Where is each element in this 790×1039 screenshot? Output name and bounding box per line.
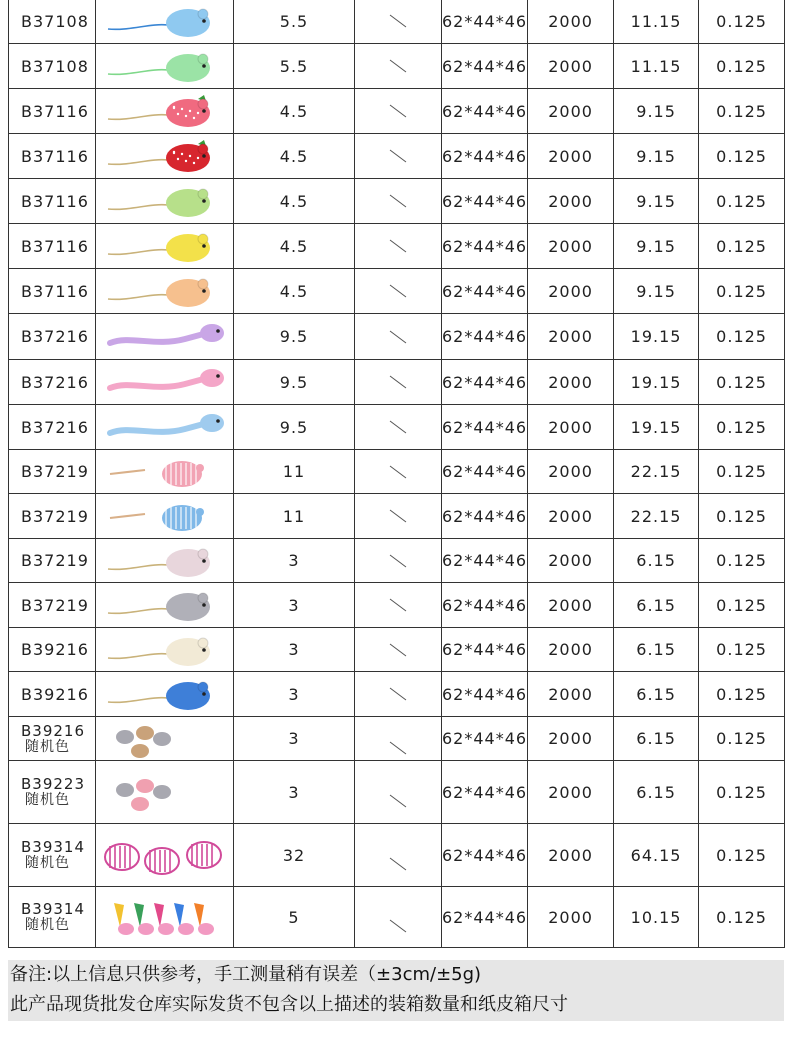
item-code: B37108 — [21, 56, 89, 76]
product-photo-cell — [96, 717, 234, 761]
diagonal-slash-icon — [386, 789, 410, 813]
item-code-cell — [9, 494, 96, 539]
volume-cell: 0.125 — [699, 761, 785, 824]
weight-cell: 9.15 — [614, 179, 699, 224]
quantity-cell: 2000 — [528, 583, 614, 628]
item-code-cell — [9, 224, 96, 269]
product-photo-cell — [96, 405, 234, 450]
table-row — [9, 628, 785, 672]
item-code: B37116 — [21, 236, 89, 256]
item-code: B37219 — [21, 462, 89, 481]
size-cell: 11 — [234, 494, 355, 539]
item-code-cell — [9, 405, 96, 450]
item-code-cell — [9, 450, 96, 494]
quantity-cell: 2000 — [528, 269, 614, 314]
size-cell: 4.5 — [234, 269, 355, 314]
carton-size-cell: 62*44*46 — [442, 628, 528, 672]
product-photo-cell — [96, 494, 234, 539]
volume-cell: 0.125 — [699, 405, 785, 450]
size-cell: 5.5 — [234, 0, 355, 44]
diagonal-slash-icon — [386, 9, 410, 33]
volume-cell: 0.125 — [699, 44, 785, 89]
carton-size-cell: 62*44*46 — [442, 134, 528, 179]
size-cell: 9.5 — [234, 405, 355, 450]
size-cell: 4.5 — [234, 179, 355, 224]
product-photo-cell — [96, 0, 234, 44]
carton-size-cell: 62*44*46 — [442, 44, 528, 89]
carton-size-cell: 62*44*46 — [442, 450, 528, 494]
volume-cell: 0.125 — [699, 824, 785, 887]
product-photo-cell — [96, 628, 234, 672]
quantity-cell: 2000 — [528, 887, 614, 948]
volume-cell: 0.125 — [699, 494, 785, 539]
diagonal-slash-icon — [386, 914, 410, 938]
item-code: B37219 — [21, 506, 89, 526]
product-photo-cell — [96, 450, 234, 494]
product-photo-cell — [96, 761, 234, 824]
strawberry-mouse-icon — [100, 136, 230, 176]
product-photo-cell — [96, 824, 234, 887]
plush-mouse-icon — [100, 271, 230, 311]
plush-mouse-icon — [100, 226, 230, 266]
quantity-cell: 2000 — [528, 179, 614, 224]
weight-cell: 22.15 — [614, 450, 699, 494]
item-code-cell — [9, 314, 96, 360]
table-row — [9, 0, 785, 44]
carton-size-cell: 62*44*46 — [442, 761, 528, 824]
item-code: B39216 — [21, 640, 89, 659]
table-row — [9, 887, 785, 948]
weight-cell: 9.15 — [614, 224, 699, 269]
weight-cell: 6.15 — [614, 539, 699, 583]
quantity-cell: 2000 — [528, 450, 614, 494]
table-row — [9, 134, 785, 179]
volume-cell: 0.125 — [699, 887, 785, 948]
volume-cell: 0.125 — [699, 717, 785, 761]
volume-cell: 0.125 — [699, 450, 785, 494]
diagonal-slash-icon — [386, 99, 410, 123]
item-code: B37116 — [21, 146, 89, 166]
weight-cell: 6.15 — [614, 672, 699, 717]
item-code-cell — [9, 583, 96, 628]
table-row — [9, 224, 785, 269]
item-code-cell — [9, 539, 96, 583]
weight-cell: 6.15 — [614, 583, 699, 628]
carton-size-cell: 62*44*46 — [442, 539, 528, 583]
size-cell: 3 — [234, 672, 355, 717]
item-code: B39223 — [21, 775, 86, 793]
diagonal-slash-icon — [386, 852, 410, 876]
striped-ball-icon — [100, 835, 230, 875]
table-row — [9, 450, 785, 494]
plush-mouse-icon — [100, 630, 230, 670]
table-row — [9, 717, 785, 761]
mouse-group-icon — [100, 772, 230, 812]
empty-cell — [355, 0, 442, 44]
volume-cell: 0.125 — [699, 672, 785, 717]
strawberry-mouse-icon — [100, 91, 230, 131]
product-photo-cell — [96, 672, 234, 717]
carton-size-cell: 62*44*46 — [442, 269, 528, 314]
long-tail-mouse-icon — [100, 362, 230, 402]
empty-cell — [355, 628, 442, 672]
size-cell: 5.5 — [234, 44, 355, 89]
empty-cell — [355, 824, 442, 887]
weight-cell: 19.15 — [614, 360, 699, 405]
item-code-cell — [9, 672, 96, 717]
table-row — [9, 539, 785, 583]
diagonal-slash-icon — [386, 549, 410, 573]
volume-cell: 0.125 — [699, 89, 785, 134]
item-code: B37216 — [21, 372, 89, 392]
empty-cell — [355, 360, 442, 405]
item-code-cell — [9, 179, 96, 224]
carton-size-cell: 62*44*46 — [442, 360, 528, 405]
carton-size-cell: 62*44*46 — [442, 314, 528, 360]
quantity-cell: 2000 — [528, 44, 614, 89]
weight-cell: 19.15 — [614, 314, 699, 360]
product-photo-cell — [96, 887, 234, 948]
empty-cell — [355, 583, 442, 628]
quantity-cell: 2000 — [528, 761, 614, 824]
size-cell: 3 — [234, 628, 355, 672]
empty-cell — [355, 179, 442, 224]
empty-cell — [355, 89, 442, 134]
plush-mouse-icon — [100, 674, 230, 714]
weight-cell: 9.15 — [614, 134, 699, 179]
table-row — [9, 314, 785, 360]
volume-cell: 0.125 — [699, 360, 785, 405]
item-code: B39216 — [21, 721, 86, 740]
quantity-cell: 2000 — [528, 314, 614, 360]
item-code: B37116 — [21, 101, 89, 121]
empty-cell — [355, 717, 442, 761]
random-color-note: 随机色 — [25, 738, 70, 755]
item-code: B37116 — [21, 281, 89, 301]
volume-cell: 0.125 — [699, 0, 785, 44]
product-photo-cell — [96, 134, 234, 179]
product-photo-cell — [96, 89, 234, 134]
long-tail-mouse-icon — [100, 407, 230, 447]
weight-cell: 11.15 — [614, 44, 699, 89]
diagonal-slash-icon — [386, 415, 410, 439]
random-color-note: 随机色 — [25, 917, 70, 933]
quantity-cell: 2000 — [528, 494, 614, 539]
weight-cell: 10.15 — [614, 887, 699, 948]
empty-cell — [355, 314, 442, 360]
diagonal-slash-icon — [386, 279, 410, 303]
weight-cell: 6.15 — [614, 628, 699, 672]
carton-size-cell: 62*44*46 — [442, 405, 528, 450]
carton-size-cell: 62*44*46 — [442, 224, 528, 269]
item-code: B39314 — [21, 838, 86, 856]
item-code-cell — [9, 628, 96, 672]
quantity-cell: 2000 — [528, 224, 614, 269]
diagonal-slash-icon — [386, 593, 410, 617]
blue-fluffy-mouse-icon — [100, 1, 230, 41]
weight-cell: 9.15 — [614, 89, 699, 134]
table-row — [9, 494, 785, 539]
diagonal-slash-icon — [386, 460, 410, 484]
volume-cell: 0.125 — [699, 134, 785, 179]
quantity-cell: 2000 — [528, 539, 614, 583]
item-code: B39314 — [21, 900, 86, 918]
plush-mouse-icon — [100, 585, 230, 625]
volume-cell: 0.125 — [699, 224, 785, 269]
product-photo-cell — [96, 360, 234, 405]
diagonal-slash-icon — [386, 638, 410, 662]
item-code-cell — [9, 89, 96, 134]
volume-cell: 0.125 — [699, 628, 785, 672]
size-cell: 3 — [234, 761, 355, 824]
size-cell: 5 — [234, 887, 355, 948]
product-photo-cell — [96, 539, 234, 583]
plush-mouse-icon — [100, 181, 230, 221]
item-code: B37216 — [21, 417, 89, 437]
sisal-mouse-icon — [100, 452, 230, 492]
random-color-note: 随机色 — [25, 855, 70, 871]
size-cell: 3 — [234, 583, 355, 628]
table-row — [9, 583, 785, 628]
carton-size-cell: 62*44*46 — [442, 717, 528, 761]
table-row — [9, 179, 785, 224]
sisal-mouse-icon — [100, 496, 230, 536]
item-code-cell — [9, 134, 96, 179]
carton-size-cell: 62*44*46 — [442, 672, 528, 717]
item-code: B37108 — [21, 11, 89, 31]
size-cell: 4.5 — [234, 224, 355, 269]
diagonal-slash-icon — [386, 682, 410, 706]
carton-size-cell: 62*44*46 — [442, 179, 528, 224]
mouse-group-icon — [100, 719, 230, 759]
carton-size-cell: 62*44*46 — [442, 824, 528, 887]
volume-cell: 0.125 — [699, 314, 785, 360]
weight-cell: 64.15 — [614, 824, 699, 887]
product-photo-cell — [96, 583, 234, 628]
empty-cell — [355, 134, 442, 179]
weight-cell: 9.15 — [614, 269, 699, 314]
product-spec-table — [8, 0, 785, 948]
volume-cell: 0.125 — [699, 269, 785, 314]
item-code-cell — [9, 269, 96, 314]
item-code: B37116 — [21, 191, 89, 211]
item-code-cell — [9, 0, 96, 44]
quantity-cell: 2000 — [528, 824, 614, 887]
table-row — [9, 761, 785, 824]
empty-cell — [355, 450, 442, 494]
carton-size-cell: 62*44*46 — [442, 89, 528, 134]
carton-size-cell: 62*44*46 — [442, 583, 528, 628]
quantity-cell: 2000 — [528, 405, 614, 450]
diagonal-slash-icon — [386, 234, 410, 258]
diagonal-slash-icon — [386, 504, 410, 528]
green-fluffy-mouse-icon — [100, 46, 230, 86]
size-cell: 9.5 — [234, 360, 355, 405]
long-tail-mouse-icon — [100, 317, 230, 357]
empty-cell — [355, 224, 442, 269]
size-cell: 9.5 — [234, 314, 355, 360]
quantity-cell: 2000 — [528, 672, 614, 717]
table-row — [9, 44, 785, 89]
random-color-note: 随机色 — [25, 792, 70, 808]
diagonal-slash-icon — [386, 189, 410, 213]
quantity-cell: 2000 — [528, 628, 614, 672]
diagonal-slash-icon — [386, 54, 410, 78]
product-photo-cell — [96, 269, 234, 314]
volume-cell: 0.125 — [699, 179, 785, 224]
size-cell: 3 — [234, 539, 355, 583]
size-cell: 11 — [234, 450, 355, 494]
empty-cell — [355, 539, 442, 583]
volume-cell: 0.125 — [699, 539, 785, 583]
diagonal-slash-icon — [386, 370, 410, 394]
table-row — [9, 672, 785, 717]
item-code: B37219 — [21, 595, 89, 615]
item-code-cell — [9, 761, 96, 824]
item-code-cell — [9, 44, 96, 89]
empty-cell — [355, 887, 442, 948]
carton-size-cell: 62*44*46 — [442, 887, 528, 948]
empty-cell — [355, 44, 442, 89]
diagonal-slash-icon — [386, 325, 410, 349]
product-photo-cell — [96, 314, 234, 360]
quantity-cell: 2000 — [528, 89, 614, 134]
product-photo-cell — [96, 44, 234, 89]
quantity-cell: 2000 — [528, 360, 614, 405]
quantity-cell: 2000 — [528, 0, 614, 44]
quantity-cell: 2000 — [528, 717, 614, 761]
weight-cell: 6.15 — [614, 761, 699, 824]
weight-cell: 6.15 — [614, 717, 699, 761]
size-cell: 4.5 — [234, 134, 355, 179]
weight-cell: 22.15 — [614, 494, 699, 539]
empty-cell — [355, 672, 442, 717]
empty-cell — [355, 761, 442, 824]
product-photo-cell — [96, 179, 234, 224]
note-line-1: 备注:以上信息只供参考，手工测量稍有误差（±3cm/±5g) — [10, 964, 482, 985]
item-code: B37216 — [21, 327, 89, 346]
table-row — [9, 824, 785, 887]
item-code: B37219 — [21, 551, 89, 570]
item-code-cell — [9, 360, 96, 405]
table-row — [9, 89, 785, 134]
diagonal-slash-icon — [386, 144, 410, 168]
carton-size-cell: 62*44*46 — [442, 0, 528, 44]
item-code: B39216 — [21, 684, 89, 704]
feather-mouse-icon — [100, 897, 230, 937]
empty-cell — [355, 405, 442, 450]
table-row — [9, 360, 785, 405]
size-cell: 3 — [234, 717, 355, 761]
empty-cell — [355, 269, 442, 314]
item-code-cell — [9, 824, 96, 887]
volume-cell: 0.125 — [699, 583, 785, 628]
table-row — [9, 269, 785, 314]
quantity-cell: 2000 — [528, 134, 614, 179]
diagonal-slash-icon — [386, 736, 410, 760]
table-row — [9, 405, 785, 450]
item-code-cell — [9, 717, 96, 761]
weight-cell: 11.15 — [614, 0, 699, 44]
plush-mouse-icon — [100, 541, 230, 581]
carton-size-cell: 62*44*46 — [442, 494, 528, 539]
note-line-2: 此产品现货批发仓库实际发货不包含以上描述的装箱数量和纸皮箱尺寸 — [10, 994, 568, 1015]
item-code-cell — [9, 887, 96, 948]
weight-cell: 19.15 — [614, 405, 699, 450]
notes-panel — [8, 960, 784, 1021]
product-photo-cell — [96, 224, 234, 269]
size-cell: 32 — [234, 824, 355, 887]
empty-cell — [355, 494, 442, 539]
size-cell: 4.5 — [234, 89, 355, 134]
